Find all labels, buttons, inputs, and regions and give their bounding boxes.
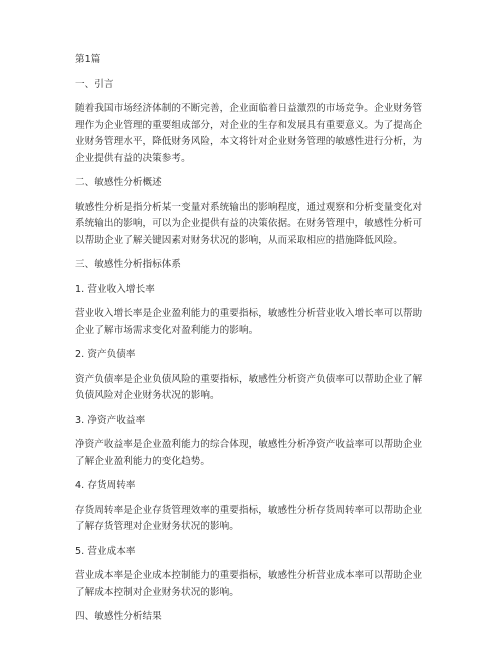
overview-paragraph [75, 200, 435, 250]
indicator-paragraph [75, 503, 435, 536]
paragraph-line: 了解存货管理对企业财务状况的影响。 [75, 521, 239, 532]
indicator-title: 1. 营业收入增长率 [75, 283, 155, 295]
intro-paragraph [75, 101, 435, 167]
paragraph-line: 企业提供有益的决策参考。 [75, 152, 191, 164]
indicator-paragraph [75, 568, 435, 601]
paragraph-line: 营业收入增长率是企业盈利能力的重要指标，敏感性分析营业收入增长率可以帮助 [75, 308, 423, 319]
paragraph-line: 营业成本率是企业成本控制能力的重要指标，敏感性分析营业成本率可以帮助企业 [75, 570, 423, 581]
paragraph-line: 净资产收益率是企业盈利能力的综合体现，敏感性分析净资产收益率可以帮助企业 [75, 439, 423, 450]
section-heading-indicators: 三、敏感性分析指标体系 [75, 259, 182, 270]
section-heading-results: 四、敏感性分析结果 [75, 611, 162, 622]
section-heading-overview: 二、敏感性分析概述 [75, 177, 162, 188]
indicator-title: 4. 存货周转率 [75, 480, 136, 491]
paragraph-line: 系统输出的影响，可以为企业提供有益的决策依据。在财务管理中，敏感性分析可 [75, 218, 423, 229]
indicator-paragraph [75, 372, 435, 405]
document-page [75, 52, 435, 634]
indicator-paragraph [75, 437, 435, 470]
paragraph-line: 负债风险对企业财务状况的影响。 [75, 390, 220, 401]
indicator-title: 3. 净资产收益率 [75, 414, 146, 426]
paragraph-line: 以帮助企业了解关键因素对财务状况的影响，从而采取相应的措施降低风险。 [75, 234, 403, 246]
paragraph-line: 了解企业盈利能力的变化趋势。 [75, 455, 211, 467]
paragraph-line: 敏感性分析是指分析某一变量对系统输出的影响程度，通过观察和分析变量变化对 [75, 201, 423, 213]
indicator-paragraph [75, 306, 435, 339]
paragraph-line: 企业了解市场需求变化对盈利能力的影响。 [75, 324, 259, 336]
paragraph-line: 了解成本控制对企业财务状况的影响。 [75, 586, 239, 598]
paragraph-line: 业财务管理水平，降低财务风险，本文将针对企业财务管理的敏感性进行分析，为 [75, 136, 423, 147]
part-label: 第1篇 [75, 54, 101, 65]
section-heading-intro: 一、引言 [75, 78, 114, 90]
indicator-title: 2. 资产负债率 [75, 349, 136, 360]
paragraph-line: 存货周转率是企业存货管理效率的重要指标，敏感性分析存货周转率可以帮助企业 [75, 504, 423, 516]
paragraph-line: 随着我国市场经济体制的不断完善，企业面临着日益激烈的市场竞争。企业财务管 [75, 103, 423, 114]
indicator-title: 5. 营业成本率 [75, 545, 136, 557]
paragraph-line: 理作为企业管理的重要组成部分，对企业的生存和发展具有重要意义。为了提高企 [75, 119, 423, 131]
paragraph-line: 资产负债率是企业负债风险的重要指标，敏感性分析资产负债率可以帮助企业了解 [75, 373, 423, 385]
